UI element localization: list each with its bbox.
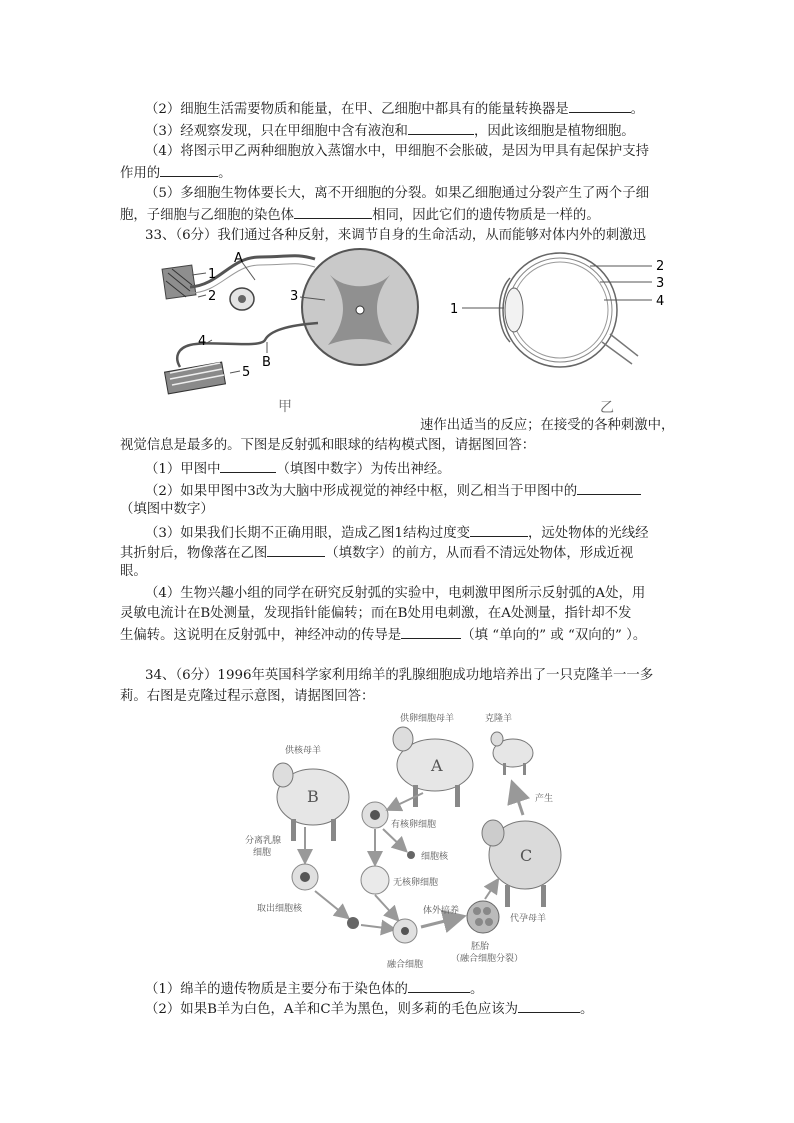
fig-left-label-5: 5 xyxy=(242,365,251,380)
q33-sub-4a: （4）生物兴趣小组的同学在研究反射弧的实验中，电刺激甲图所示反射弧的A处，用 xyxy=(145,586,646,601)
label-sheep-b: B xyxy=(307,787,319,806)
q33-sub-2a: （2）如果甲图中3改为大脑中形成视觉的神经中枢，则乙相当于甲图中的 xyxy=(145,481,641,501)
answer-blank[interactable] xyxy=(220,459,276,473)
q33-sub-2b: （填图中数字） xyxy=(120,502,214,517)
label-nucleus-donor: 供核母羊 xyxy=(285,746,322,756)
q34-intro: 34、（6分）1996年英国科学家利用绵羊的乳腺细胞成功地培养出了一只克隆羊一一多 xyxy=(145,668,654,683)
q33-intro-2: 速作出适当的反应；在接受的各种刺激中， xyxy=(420,418,675,433)
fig-left-caption: 甲 xyxy=(278,399,292,415)
answer-blank[interactable] xyxy=(577,481,641,495)
q33-sub-1: （1）甲图中 （填图中数字）为传出神经。 xyxy=(145,459,451,479)
cloning-diagram xyxy=(235,705,580,975)
q33-sub-3b: 其折射后，物像落在乙图 （填数字）的前方，从而看不清远处物体，形成近视 xyxy=(120,543,633,563)
answer-blank[interactable] xyxy=(518,999,580,1013)
fig-left-label-A: A xyxy=(234,251,243,266)
q33-sub-3a: （3）如果我们长期不正确用眼，造成乙图1结构过度变 ，远处物体的光线经 xyxy=(145,523,649,543)
cell-nucleus xyxy=(407,851,415,859)
q32-line-5a: （5）多细胞生物体要长大，离不开细胞的分裂。如果乙细胞通过分裂产生了两个子细 xyxy=(145,186,649,201)
eyeball-figure xyxy=(440,252,680,417)
label-take-nucleus: 取出细胞核 xyxy=(257,904,303,914)
q33-sub-4b: 灵敏电流计在B处测量，发现指针能偏转；而在B处用电刺激，在A处测量，指针却不发 xyxy=(120,606,632,621)
q32-line-4b: 作用的 。 xyxy=(120,163,232,183)
label-nucleated-egg: 有核卵细胞 xyxy=(391,820,437,830)
answer-blank[interactable] xyxy=(294,205,372,219)
answer-blank[interactable] xyxy=(569,99,631,113)
fig-left-label-2: 2 xyxy=(208,289,217,304)
label-produce: 产生 xyxy=(535,794,554,804)
fig-left-label-3: 3 xyxy=(290,289,299,304)
fig-right-label-4: 4 xyxy=(656,294,665,309)
optic-nerve xyxy=(602,334,638,364)
answer-blank[interactable] xyxy=(401,625,461,639)
q33-sub-3c: 眼。 xyxy=(120,564,147,579)
q34-sub-1: （1）绵羊的遗传物质是主要分布于染色体的 。 xyxy=(145,979,483,999)
label-separate: 分离乳腺 xyxy=(245,836,282,846)
extracted-nucleus xyxy=(347,917,359,929)
q34-intro-2: 莉。右图是克隆过程示意图，请据图回答： xyxy=(120,689,375,704)
label-sheep-a: A xyxy=(431,756,443,775)
fig-right-caption: 乙 xyxy=(600,400,614,416)
label-cell-nucleus: 细胞核 xyxy=(421,852,449,862)
lens xyxy=(505,288,523,332)
label-embryo-2: （融合细胞分裂） xyxy=(451,954,524,964)
answer-blank[interactable] xyxy=(408,979,470,993)
q33-intro: 33、（6分）我们通过各种反射，来调节自身的生命活动，从而能够对体内外的刺激迅 xyxy=(145,228,646,243)
answer-blank[interactable] xyxy=(470,523,528,537)
q32-line-3: （3）经观察发现，只在甲细胞中含有液泡和 ，因此该细胞是植物细胞。 xyxy=(145,121,635,141)
fig-right-label-2: 2 xyxy=(656,259,665,274)
q32-line-5b: 胞，子细胞与乙细胞的染色体 相同，因此它们的遗传物质是一样的。 xyxy=(120,205,600,225)
enucleated-egg-cell xyxy=(361,866,389,894)
fig-left-label-1: 1 xyxy=(208,267,217,282)
fig-right-label-3: 3 xyxy=(656,276,665,291)
clone-lamb xyxy=(491,732,533,775)
label-embryo: 胚胎 xyxy=(471,942,490,952)
q33-intro-3: 视觉信息是最多的。下图是反射弧和眼球的结构模式图，请据图回答： xyxy=(120,438,536,453)
label-sheep-c: C xyxy=(520,846,533,865)
label-surrogate: 代孕母羊 xyxy=(510,914,547,924)
label-fused-cell: 融合细胞 xyxy=(387,960,424,970)
embryo xyxy=(467,901,499,933)
label-egg-donor: 供卵细胞母羊 xyxy=(400,714,455,724)
eyeball-choroid xyxy=(508,258,612,362)
reflex-arc-figure xyxy=(150,245,420,420)
q32-line-4a: （4）将图示甲乙两种细胞放入蒸馏水中，甲细胞不会胀破，是因为甲具有起保护支持 xyxy=(145,144,649,159)
q33-sub-4c: 生偏转。这说明在反射弧中，神经冲动的传导是 （填 “单向的” 或 “双向的” ）。 xyxy=(120,625,646,645)
answer-blank[interactable] xyxy=(408,121,474,135)
label-enucleated-egg: 无核卵细胞 xyxy=(393,878,439,888)
fig-right-label-1: 1 xyxy=(450,302,459,317)
fig-left-label-B: B xyxy=(262,355,271,370)
label-separate-2: 细胞 xyxy=(253,848,272,858)
label-clone: 克隆羊 xyxy=(485,714,513,724)
label-culture: 体外培养 xyxy=(423,906,460,916)
q32-line-2: （2）细胞生活需要物质和能量，在甲、乙细胞中都具有的能量转换器是 。 xyxy=(145,99,644,119)
q34-sub-2: （2）如果B羊为白色，A羊和C羊为黑色，则多莉的毛色应该为 。 xyxy=(145,999,593,1019)
answer-blank[interactable] xyxy=(160,163,218,177)
effector-muscle xyxy=(165,362,226,394)
answer-blank[interactable] xyxy=(267,543,325,557)
eyeball-retina xyxy=(512,262,608,358)
fig-left-label-4: 4 xyxy=(198,334,207,349)
